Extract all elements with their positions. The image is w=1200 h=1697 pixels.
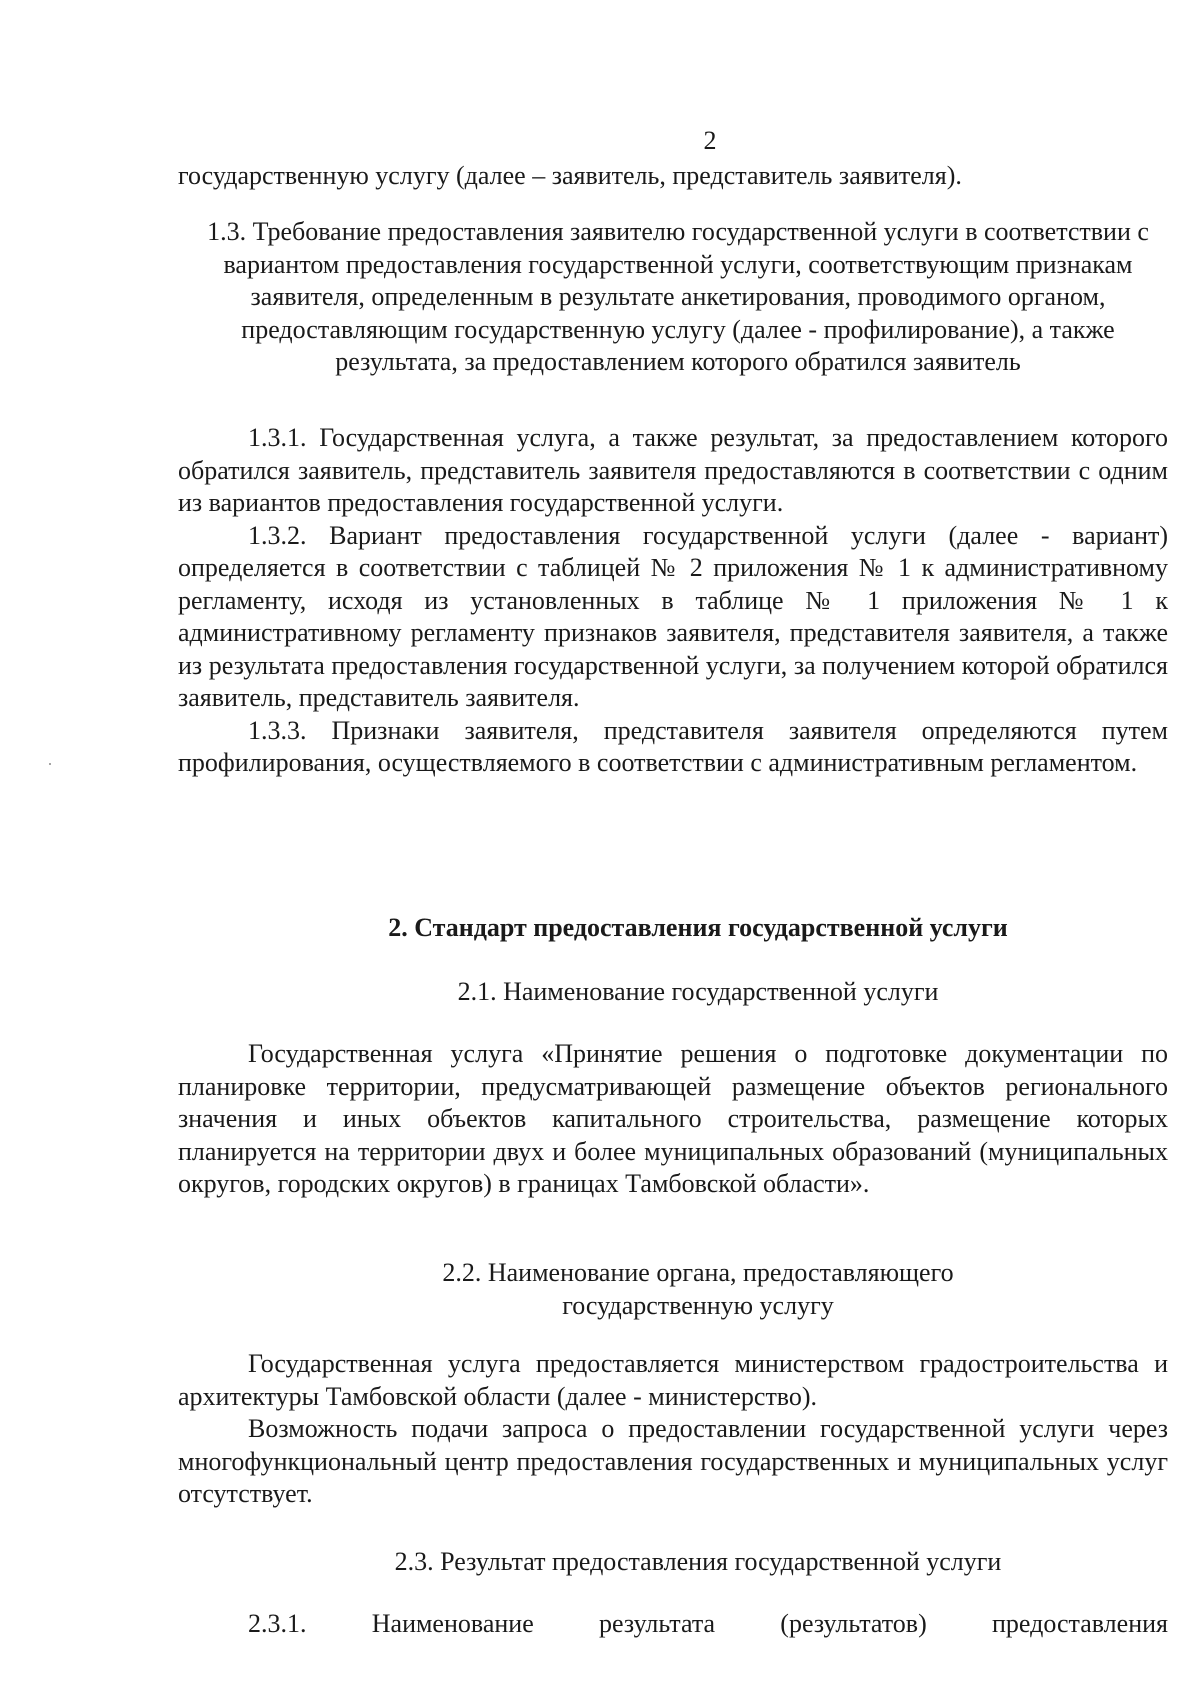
section-2-2-title-line2: государственную услугу: [562, 1290, 834, 1320]
section-2-1-title-text: 2.1. Наименование государственной услуги: [457, 977, 939, 1006]
scan-speck: [49, 763, 51, 765]
section-1-3-title-text: 1.3. Требование предоставления заявителю государственной услуги в соответствии с вариантом предоставления государственной услуги, соответствующим признакам заявителя, определенным в результате анкетирования, проводимого органом, предоставляющим государственную услугу (далее - профилирование), а также результата, за предоставлением которого обратился заявитель: [207, 217, 1149, 376]
section-2-2-title: [198, 1257, 1198, 1322]
p-2-3-1-word-1: 2.3.1.: [248, 1609, 307, 1638]
section-2-2-body: [178, 1348, 1168, 1511]
p-2-3-1-word-3: результата: [598, 1609, 716, 1638]
paragraph-2-2-a: Государственная услуга предоставляется министерством градостроительства и архитектуры Тамбовской области (далее - министерство).: [178, 1349, 1168, 1411]
section-2-2-title-line1: 2.2. Наименование органа, предоставляющего: [442, 1258, 954, 1287]
page-number: 2: [703, 126, 717, 155]
paragraph-1-3-3: 1.3.3. Признаки заявителя, представителя заявителя определяются путем профилирования, осуществляемого в соответствии с административным регламентом.: [178, 715, 1168, 777]
p-2-3-1-word-2: Наименование: [371, 1609, 534, 1638]
section-2-1-body: [178, 1038, 1168, 1201]
section-2-1-title: [198, 976, 1198, 1009]
paragraph-2-3-1-first-line: [248, 1608, 1168, 1641]
section-2-3-title-text: 2.3. Результат предоставления государственной услуги: [394, 1547, 1002, 1576]
section-1-3-body: [178, 422, 1168, 780]
continuation-line: [178, 160, 1168, 193]
p-2-3-1-word-4: (результатов): [780, 1609, 927, 1638]
p-2-3-1-word-5: предоставления: [992, 1609, 1168, 1638]
paragraph-2-1: Государственная услуга «Принятие решения о подготовке документации по планировке территории, предусматривающей размещение объектов регионального значения и иных объектов капитального строительства, размещение которых планируется на территории двух и более муниципальных образований (муниципальных округов, городских округов) в границах Тамбовской области».: [178, 1039, 1168, 1198]
section-2-title-text: 2. Стандарт предоставления государственной услуги: [388, 913, 1008, 942]
paragraph-1-3-2: 1.3.2. Вариант предоставления государственной услуги (далее - вариант) определяется в соответствии с таблицей № 2 приложения № 1 к административному регламенту, исходя из установленных в таблице № 1 приложения № 1 к административному регламенту признаков заявителя, представителя заявителя, а также из результата предоставления государственной услуги, за получением которой обратился заявитель, представитель заявителя.: [178, 520, 1168, 712]
section-1-3-title: [198, 216, 1158, 379]
section-2-title: [198, 912, 1198, 945]
paragraph-1-3-1: 1.3.1. Государственная услуга, а также результат, за предоставлением которого обратился заявитель, представитель заявителя предоставляются в соответствии с одним из вариантов предоставления государственной услуги.: [178, 423, 1168, 517]
continuation-text: государственную услугу (далее – заявитель, представитель заявителя).: [178, 161, 962, 190]
section-2-3-title: [198, 1546, 1198, 1579]
paragraph-2-2-b: Возможность подачи запроса о предоставлении государственной услуги через многофункциональный центр предоставления государственных и муниципальных услуг отсутствует.: [178, 1414, 1168, 1508]
